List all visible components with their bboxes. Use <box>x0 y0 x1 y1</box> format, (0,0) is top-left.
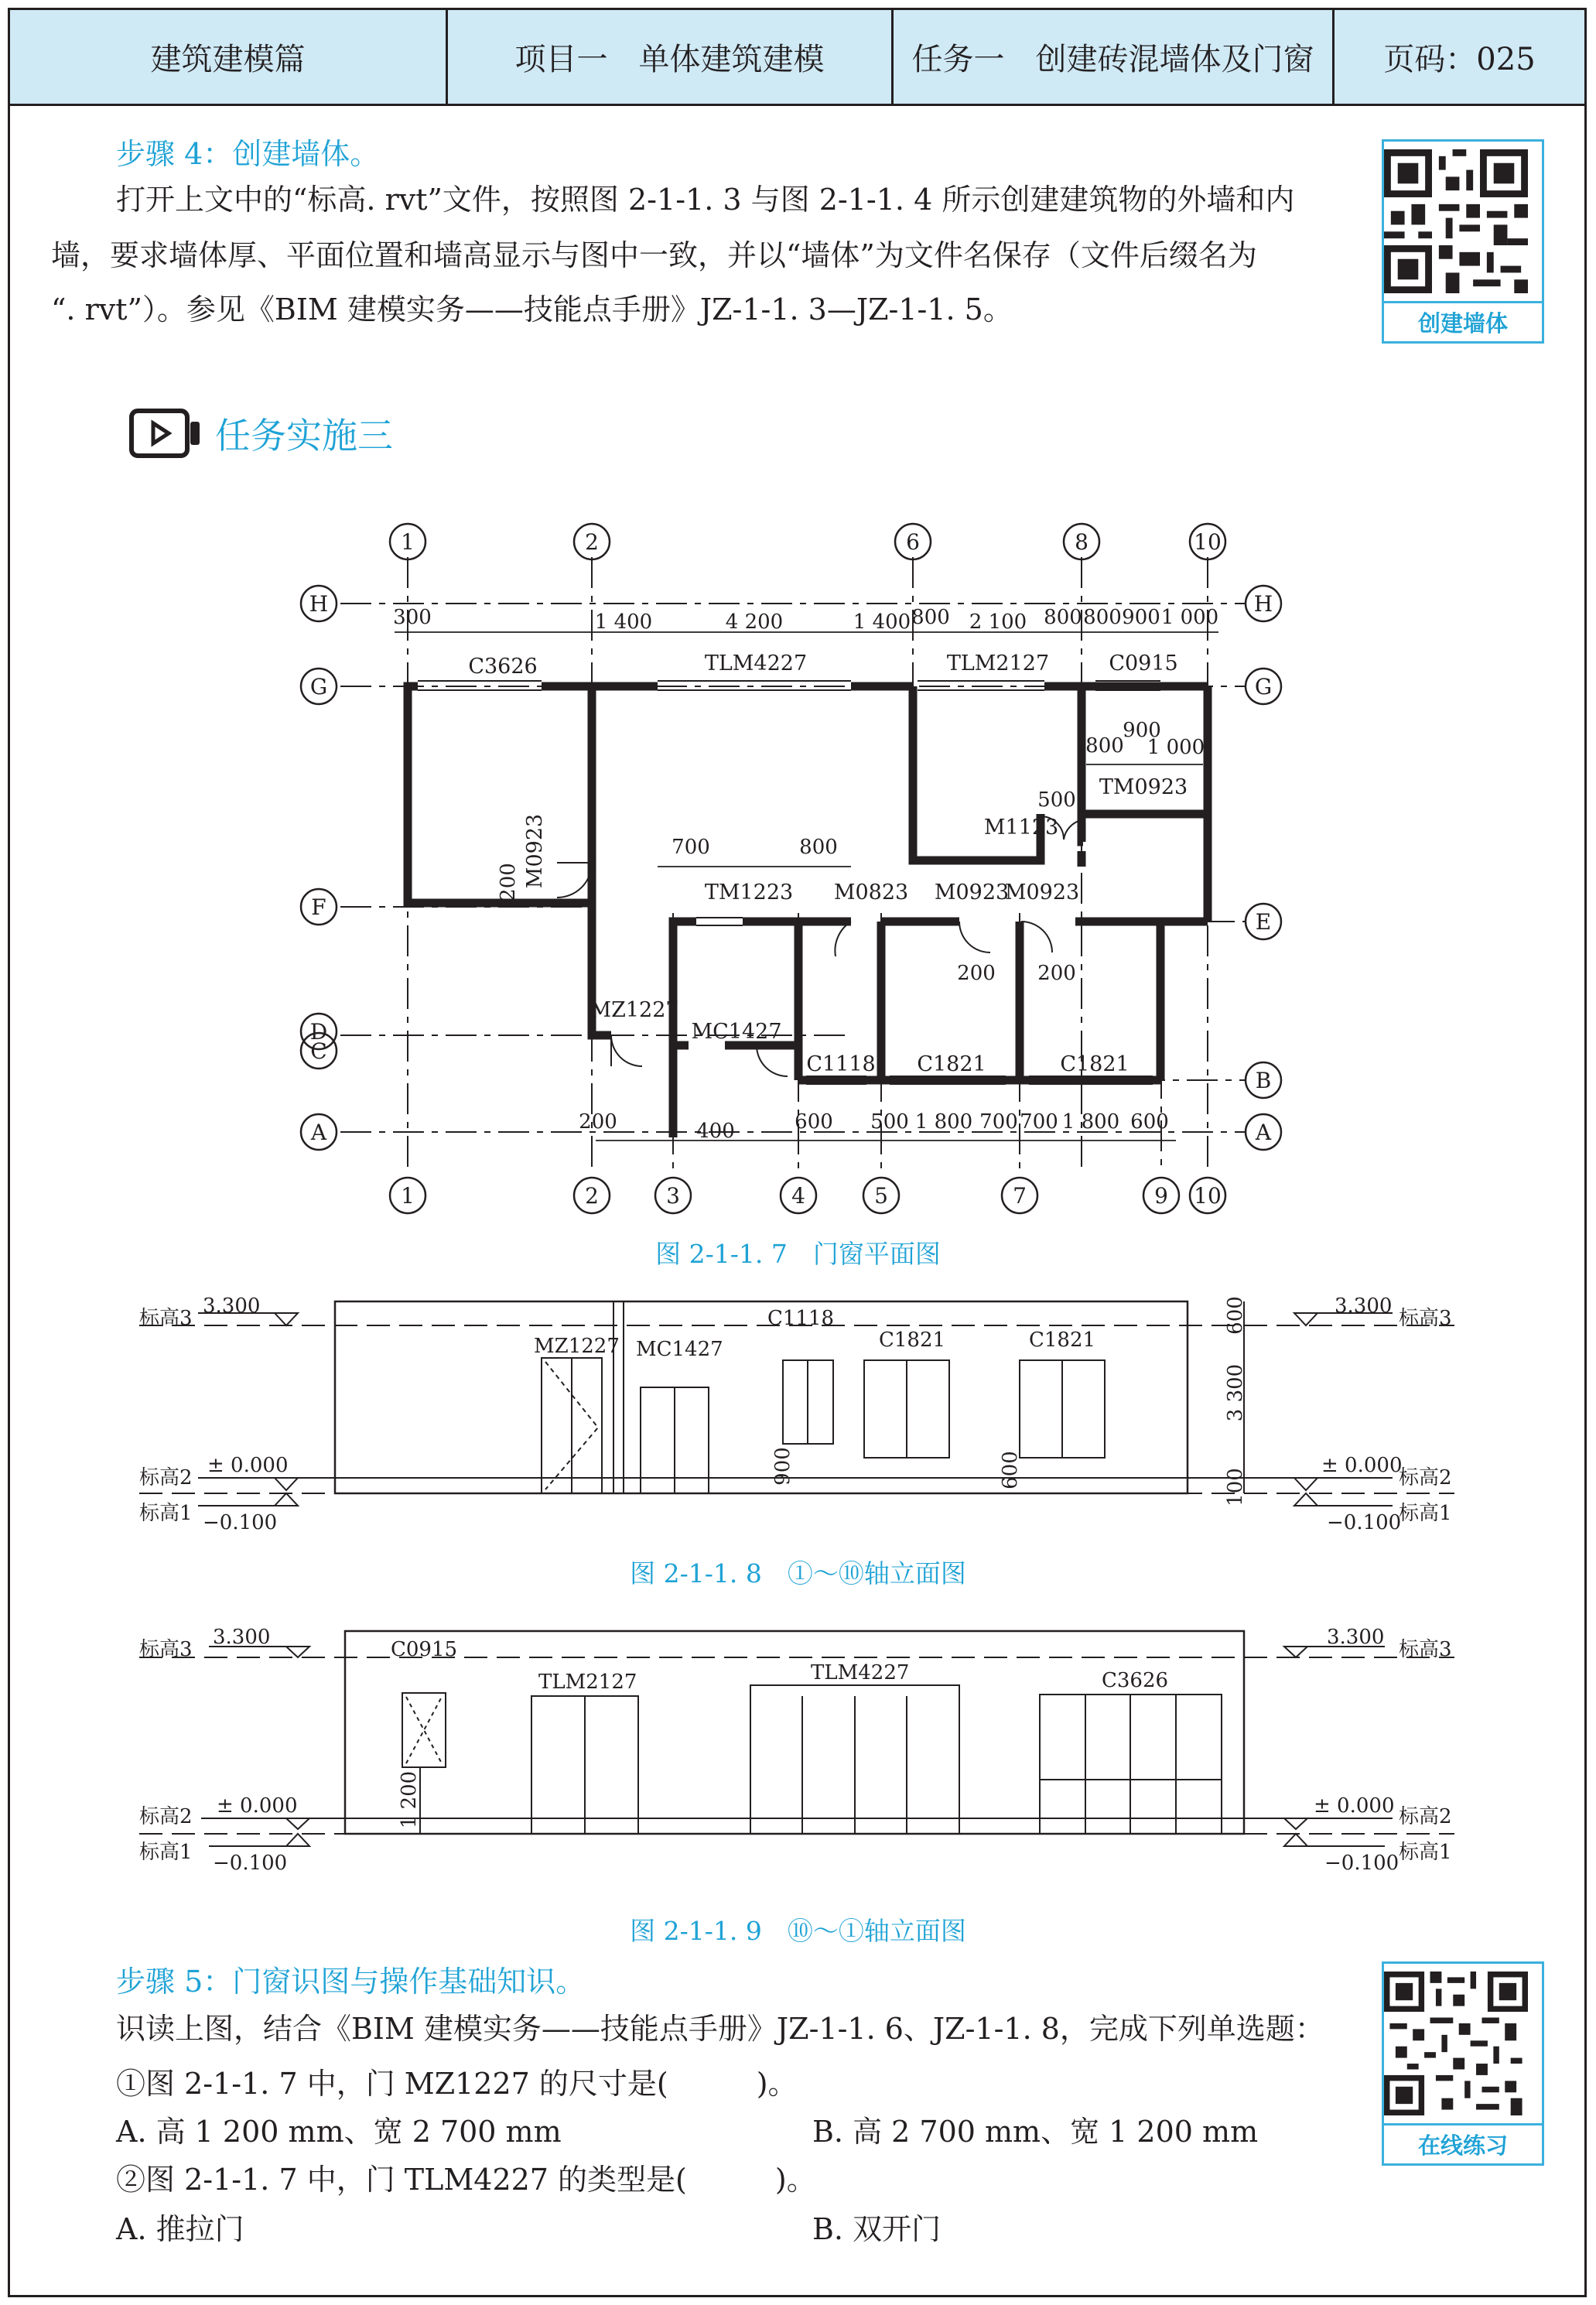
question-1-option-b[interactable]: B. 高 2 700 mm、宽 1 200 mm <box>812 2115 1259 2149</box>
elev1-label-mz1227: MZ1227 <box>534 1335 620 1358</box>
dim-top-8: 900 <box>1122 606 1160 629</box>
elev1-level2-val-right: ± 0.000 <box>1321 1454 1403 1477</box>
elev1-text <box>139 1294 1452 1534</box>
elev1-label-c1118: C1118 <box>767 1307 835 1330</box>
label-m0923-c: M0923 <box>1004 881 1080 905</box>
label-m0923-b: M0923 <box>523 813 547 889</box>
elev2-level3-right: 标高3 <box>1399 1638 1452 1661</box>
header-task: 任务一 创建砖混墙体及门窗 <box>894 10 1335 104</box>
label-c3626: C3626 <box>468 655 538 679</box>
step4-line1: 打开上文中的“标高. rvt”文件，按照图 2-1-1. 3 与图 2-1-1. 4 所示创建建筑物的外墙和内 <box>116 183 1295 217</box>
elev1-dim-2: 100 <box>1224 1468 1247 1506</box>
caption-fig-2-1-1-8: 图 2-1-1. 8 ①～⑩轴立面图 <box>630 1558 966 1589</box>
axis-bottom-1: 1 <box>401 1183 415 1209</box>
elev2-level1-val: −0.100 <box>213 1852 288 1875</box>
elev1-level3-val: 3.300 <box>203 1294 261 1318</box>
qr-online-practice[interactable] <box>1382 1961 1544 2166</box>
elev1-dim-0: 600 <box>1224 1296 1247 1335</box>
dim-bottom-0: 200 <box>579 1110 617 1134</box>
elev1-level1-right: 标高1 <box>1399 1502 1452 1525</box>
dim-top-2: 4 200 <box>725 610 784 634</box>
elev1-dim-4: 600 <box>999 1451 1022 1489</box>
door-window-floor-plan <box>0 503 1596 1261</box>
elev1-level2-val: ± 0.000 <box>207 1454 289 1477</box>
dim-top-4: 800 <box>911 606 950 629</box>
dim-inner-5: 800 <box>799 836 838 859</box>
plan-axis-labels <box>309 529 1273 1209</box>
caption-fig-2-1-1-7: 图 2-1-1. 7 门窗平面图 <box>655 1239 941 1269</box>
dim-top-6: 800 <box>1044 606 1082 629</box>
elev2-level2: 标高2 <box>139 1805 193 1828</box>
qr-code-icon <box>1384 1972 1528 2115</box>
question-1-option-a[interactable]: A. 高 1 200 mm、宽 2 700 mm <box>116 2115 562 2149</box>
elev2-label-c3626: C3626 <box>1102 1669 1169 1692</box>
label-m1123: M1123 <box>983 816 1059 840</box>
dim-top-3: 1 400 <box>853 610 911 634</box>
dim-inner-0: 900 <box>1123 719 1161 742</box>
elev1-label-c1821-a: C1821 <box>879 1329 946 1352</box>
elev2-level1: 标高1 <box>139 1841 193 1864</box>
axis-top-2: 2 <box>585 529 599 555</box>
label-tlm2127: TLM2127 <box>946 651 1050 675</box>
dim-top-5: 2 100 <box>969 610 1027 634</box>
plan-bottom-dimensions <box>579 1110 1169 1143</box>
step5-intro: 识读上图，结合《BIM 建模实务——技能点手册》JZ-1-1. 6、JZ-1-1. 8，完成下列单选题： <box>116 2012 1324 2046</box>
caption-fig-2-1-1-9: 图 2-1-1. 9 ⑩～①轴立面图 <box>630 1916 966 1946</box>
axis-left-D: D <box>309 1019 328 1045</box>
elev1-dim-3: 900 <box>771 1447 795 1486</box>
elevation-1-10 <box>0 1284 1596 1540</box>
elev2-level2-val: ± 0.000 <box>217 1794 298 1818</box>
dim-inner-3: 500 <box>1037 788 1076 812</box>
label-mz1227: MZ1227 <box>590 998 679 1022</box>
elev2-level3-val-right: 3.300 <box>1327 1626 1385 1649</box>
dim-top-0: 300 <box>393 606 432 629</box>
qr-code-icon <box>1384 149 1528 293</box>
elev1-label-c1821-b: C1821 <box>1029 1329 1096 1352</box>
elev1-label-mc1427: MC1427 <box>636 1338 723 1361</box>
dim-bottom-4: 1 800 <box>914 1110 973 1134</box>
qr-label-create-wall: 创建墙体 <box>1384 301 1542 341</box>
axis-right-H: H <box>1253 591 1273 617</box>
dim-bottom-7: 1 800 <box>1061 1110 1120 1134</box>
dim-bottom-1: 400 <box>696 1120 735 1143</box>
dim-bottom-3: 500 <box>870 1110 909 1134</box>
elev2-label-tlm2127: TLM2127 <box>538 1671 637 1694</box>
video-icon <box>128 406 203 460</box>
axis-right-G: G <box>1254 674 1273 699</box>
elev2-level3-val: 3.300 <box>213 1626 271 1649</box>
dim-inner-2: 1 000 <box>1147 736 1205 759</box>
step4-line3: “. rvt”）。参见《BIM 建模实务——技能点手册》JZ-1-1. 3—JZ-1-1. 5。 <box>51 292 1013 327</box>
axis-left-H: H <box>309 591 329 617</box>
question-2: ②图 2-1-1. 7 中，门 TLM4227 的类型是( )。 <box>116 2163 816 2197</box>
dim-inner-4: 700 <box>672 836 710 859</box>
dim-top-1: 1 400 <box>594 610 653 634</box>
dim-inner-7: 200 <box>957 962 996 985</box>
label-c0915: C0915 <box>1109 651 1178 675</box>
dim-bottom-8: 600 <box>1130 1110 1169 1134</box>
header-project: 项目一 单体建筑建模 <box>448 10 894 104</box>
dim-top-9: 1 000 <box>1160 606 1219 629</box>
elev2-label-tlm4227: TLM4227 <box>811 1661 910 1684</box>
axis-bottom-9: 9 <box>1154 1183 1168 1209</box>
elev2-level3: 标高3 <box>139 1638 193 1661</box>
elev2-level2-val-right: ± 0.000 <box>1314 1794 1395 1818</box>
elev1-level1-val: −0.100 <box>203 1511 278 1534</box>
plan-top-dimensions <box>393 606 1218 634</box>
elev1-level1: 标高1 <box>139 1502 193 1525</box>
elev1-level2-right: 标高2 <box>1399 1466 1452 1489</box>
axis-bottom-4: 4 <box>791 1183 805 1209</box>
elev1-level3: 标高3 <box>139 1307 193 1330</box>
label-c1118: C1118 <box>806 1052 876 1076</box>
dim-inner-8: 200 <box>1037 962 1076 985</box>
axis-right-B: B <box>1255 1068 1272 1093</box>
elev2-level1-right: 标高1 <box>1399 1841 1452 1864</box>
axis-bottom-10: 10 <box>1194 1183 1222 1209</box>
label-tm0923: TM0923 <box>1099 775 1188 799</box>
qr-label-online-practice: 在线练习 <box>1384 2123 1542 2163</box>
elev2-level1-val-right: −0.100 <box>1324 1852 1399 1875</box>
label-c1821-a: C1821 <box>917 1052 986 1076</box>
elev1-level3-val-right: 3.300 <box>1335 1294 1393 1318</box>
elev1-level3-right: 标高3 <box>1399 1307 1452 1330</box>
axis-bottom-7: 7 <box>1013 1183 1027 1209</box>
qr-create-wall[interactable] <box>1382 139 1544 344</box>
elevation-10-1 <box>0 1617 1596 1880</box>
dim-inner-6: 200 <box>497 863 520 901</box>
axis-top-10: 10 <box>1194 529 1222 555</box>
dim-inner-1: 800 <box>1085 734 1124 758</box>
label-m0823: M0823 <box>833 881 909 905</box>
elev1-level1-val-right: −0.100 <box>1327 1511 1402 1534</box>
task-heading <box>128 406 393 460</box>
dim-bottom-6: 700 <box>1020 1110 1058 1134</box>
label-tlm4227: TLM4227 <box>704 651 808 675</box>
label-m0923-a: M0923 <box>934 881 1010 905</box>
elev1-level2: 标高2 <box>139 1466 193 1489</box>
axis-top-6: 6 <box>906 529 920 555</box>
axis-top-8: 8 <box>1075 529 1088 555</box>
task-heading-text: 任务实施三 <box>215 415 393 457</box>
axis-right-A: A <box>1255 1120 1272 1145</box>
step5-title: 步骤 5：门窗识图与操作基础知识。 <box>116 1965 586 1999</box>
question-2-option-b[interactable]: B. 双开门 <box>812 2212 942 2246</box>
label-mc1427: MC1427 <box>691 1020 782 1044</box>
plan-inner-dimensions <box>497 719 1205 985</box>
elev1-dim-1: 3 300 <box>1224 1363 1247 1422</box>
label-tm1223: TM1223 <box>704 881 794 905</box>
dim-bottom-5: 700 <box>979 1110 1018 1134</box>
axis-bottom-2: 2 <box>585 1183 599 1209</box>
axis-top-1: 1 <box>401 529 415 555</box>
dim-bottom-2: 600 <box>795 1110 833 1134</box>
page-header <box>8 8 1587 106</box>
axis-right-E: E <box>1255 909 1272 935</box>
header-section: 建筑建模篇 <box>10 10 448 104</box>
header-page-number: 页码：025 <box>1383 42 1536 77</box>
question-2-option-a[interactable]: A. 推拉门 <box>116 2212 244 2246</box>
label-c1821-b: C1821 <box>1060 1052 1130 1076</box>
axis-left-A: A <box>310 1120 327 1145</box>
elev2-dim-0: 1 200 <box>398 1770 421 1829</box>
step4-line2: 墙，要求墙体厚、平面位置和墙高显示与图中一致，并以“墙体”为文件名保存（文件后缀名为 <box>51 238 1257 272</box>
axis-left-C: C <box>310 1038 327 1064</box>
dim-top-7: 800 <box>1083 606 1122 629</box>
axis-bottom-3: 3 <box>666 1183 680 1209</box>
elev2-label-c0915: C0915 <box>391 1638 458 1661</box>
elev2-text <box>139 1626 1452 1875</box>
axis-left-F: F <box>311 894 326 920</box>
step4-title: 步骤 4：创建墙体。 <box>116 137 380 171</box>
question-1: ①图 2-1-1. 7 中，门 MZ1227 的尺寸是( )。 <box>116 2067 798 2101</box>
elev2-level2-right: 标高2 <box>1399 1805 1452 1828</box>
axis-bottom-5: 5 <box>874 1183 888 1209</box>
axis-left-G: G <box>309 674 328 699</box>
